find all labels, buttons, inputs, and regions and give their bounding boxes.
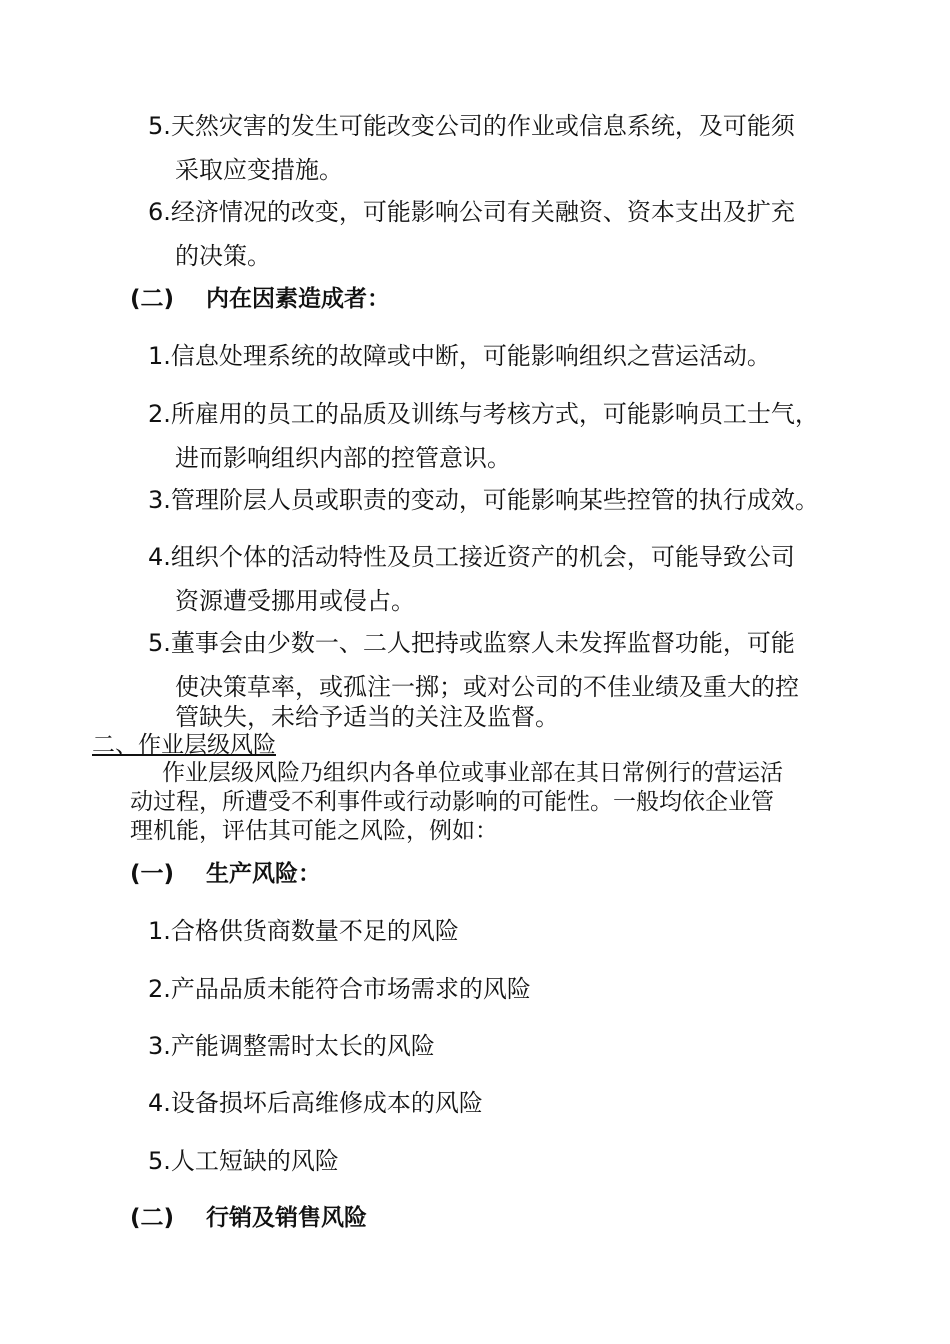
list-item-text: 产品品质未能符合市场需求的风险 bbox=[170, 975, 531, 1003]
list-number: 3. bbox=[148, 1032, 171, 1060]
list-item-internal5-line3: 管缺失，未给予适当的关注及监督。 bbox=[175, 703, 559, 731]
list-item-a6-line2: 的决策。 bbox=[175, 242, 271, 270]
body-paragraph-line3: 理机能，评估其可能之风险，例如： bbox=[130, 818, 498, 844]
list-item-internal5-line2: 使决策草率，或孤注一掷；或对公司的不佳业绩及重大的控 bbox=[175, 673, 799, 701]
list-number: 3. bbox=[148, 486, 171, 514]
list-item-text: 信息处理系统的故障或中断，可能影响组织之营运活动。 bbox=[170, 342, 771, 370]
list-number: 4. bbox=[148, 1089, 171, 1117]
heading-text: 生产风险： bbox=[206, 861, 321, 887]
list-item-internal1 bbox=[148, 341, 771, 371]
list-item-production5 bbox=[148, 1146, 339, 1176]
list-item-text: 人工短缺的风险 bbox=[170, 1147, 339, 1175]
list-number: 5. bbox=[148, 629, 171, 657]
heading-marketing-risk bbox=[130, 1203, 367, 1233]
list-number: 5. bbox=[148, 1147, 171, 1175]
list-number: 5. bbox=[148, 112, 171, 140]
list-item-internal4-line1 bbox=[148, 542, 795, 572]
list-number: 4. bbox=[148, 543, 171, 571]
body-paragraph-line2: 动过程，所遭受不利事件或行动影响的可能性。一般均依企业管 bbox=[130, 789, 774, 815]
list-item-internal5-line1 bbox=[148, 628, 795, 658]
body-paragraph-line1: 作业层级风险乃组织内各单位或事业部在其日常例行的营运活 bbox=[162, 760, 783, 786]
heading-production-risk bbox=[130, 859, 321, 889]
list-item-production4 bbox=[148, 1088, 483, 1118]
list-item-internal4-line2: 资源遭受挪用或侵占。 bbox=[175, 587, 415, 615]
list-item-text: 产能调整需时太长的风险 bbox=[170, 1032, 435, 1060]
list-item-internal2-line2: 进而影响组织内部的控管意识。 bbox=[175, 444, 511, 472]
list-item-a5-line1 bbox=[148, 111, 795, 141]
list-number: 2. bbox=[148, 975, 171, 1003]
list-item-production3 bbox=[148, 1031, 435, 1061]
list-item-a6-line1 bbox=[148, 197, 795, 227]
section-title-operational-risk: 二、作业层级风险 bbox=[92, 732, 276, 758]
list-item-a5-line2: 采取应变措施。 bbox=[175, 156, 343, 184]
heading-text: 内在因素造成者： bbox=[206, 286, 390, 312]
list-item-text: 所雇用的员工的品质及训练与考核方式，可能影响员工士气， bbox=[170, 400, 819, 428]
list-number: 1. bbox=[148, 917, 171, 945]
list-number: 6. bbox=[148, 198, 171, 226]
heading-number: (二) bbox=[130, 1205, 175, 1231]
list-number: 1. bbox=[148, 342, 171, 370]
list-item-text: 管理阶层人员或职责的变动，可能影响某些控管的执行成效。 bbox=[170, 486, 819, 514]
list-item-internal3 bbox=[148, 485, 819, 515]
list-item-internal2-line1 bbox=[148, 399, 819, 429]
list-item-text: 天然灾害的发生可能改变公司的作业或信息系统，及可能须 bbox=[170, 112, 795, 140]
heading-text: 行销及销售风险 bbox=[206, 1205, 367, 1231]
list-item-text: 合格供货商数量不足的风险 bbox=[170, 917, 459, 945]
list-item-text: 设备损坏后高维修成本的风险 bbox=[170, 1089, 483, 1117]
list-number: 2. bbox=[148, 400, 171, 428]
heading-number: (二) bbox=[130, 286, 175, 312]
list-item-production2 bbox=[148, 974, 531, 1004]
heading-number: (一) bbox=[130, 861, 175, 887]
list-item-text: 董事会由少数一、二人把持或监察人未发挥监督功能，可能 bbox=[170, 629, 795, 657]
list-item-text: 经济情况的改变，可能影响公司有关融资、资本支出及扩充 bbox=[170, 198, 795, 226]
heading-internal-factors bbox=[130, 284, 390, 314]
list-item-text: 组织个体的活动特性及员工接近资产的机会，可能导致公司 bbox=[170, 543, 795, 571]
list-item-production1 bbox=[148, 916, 459, 946]
